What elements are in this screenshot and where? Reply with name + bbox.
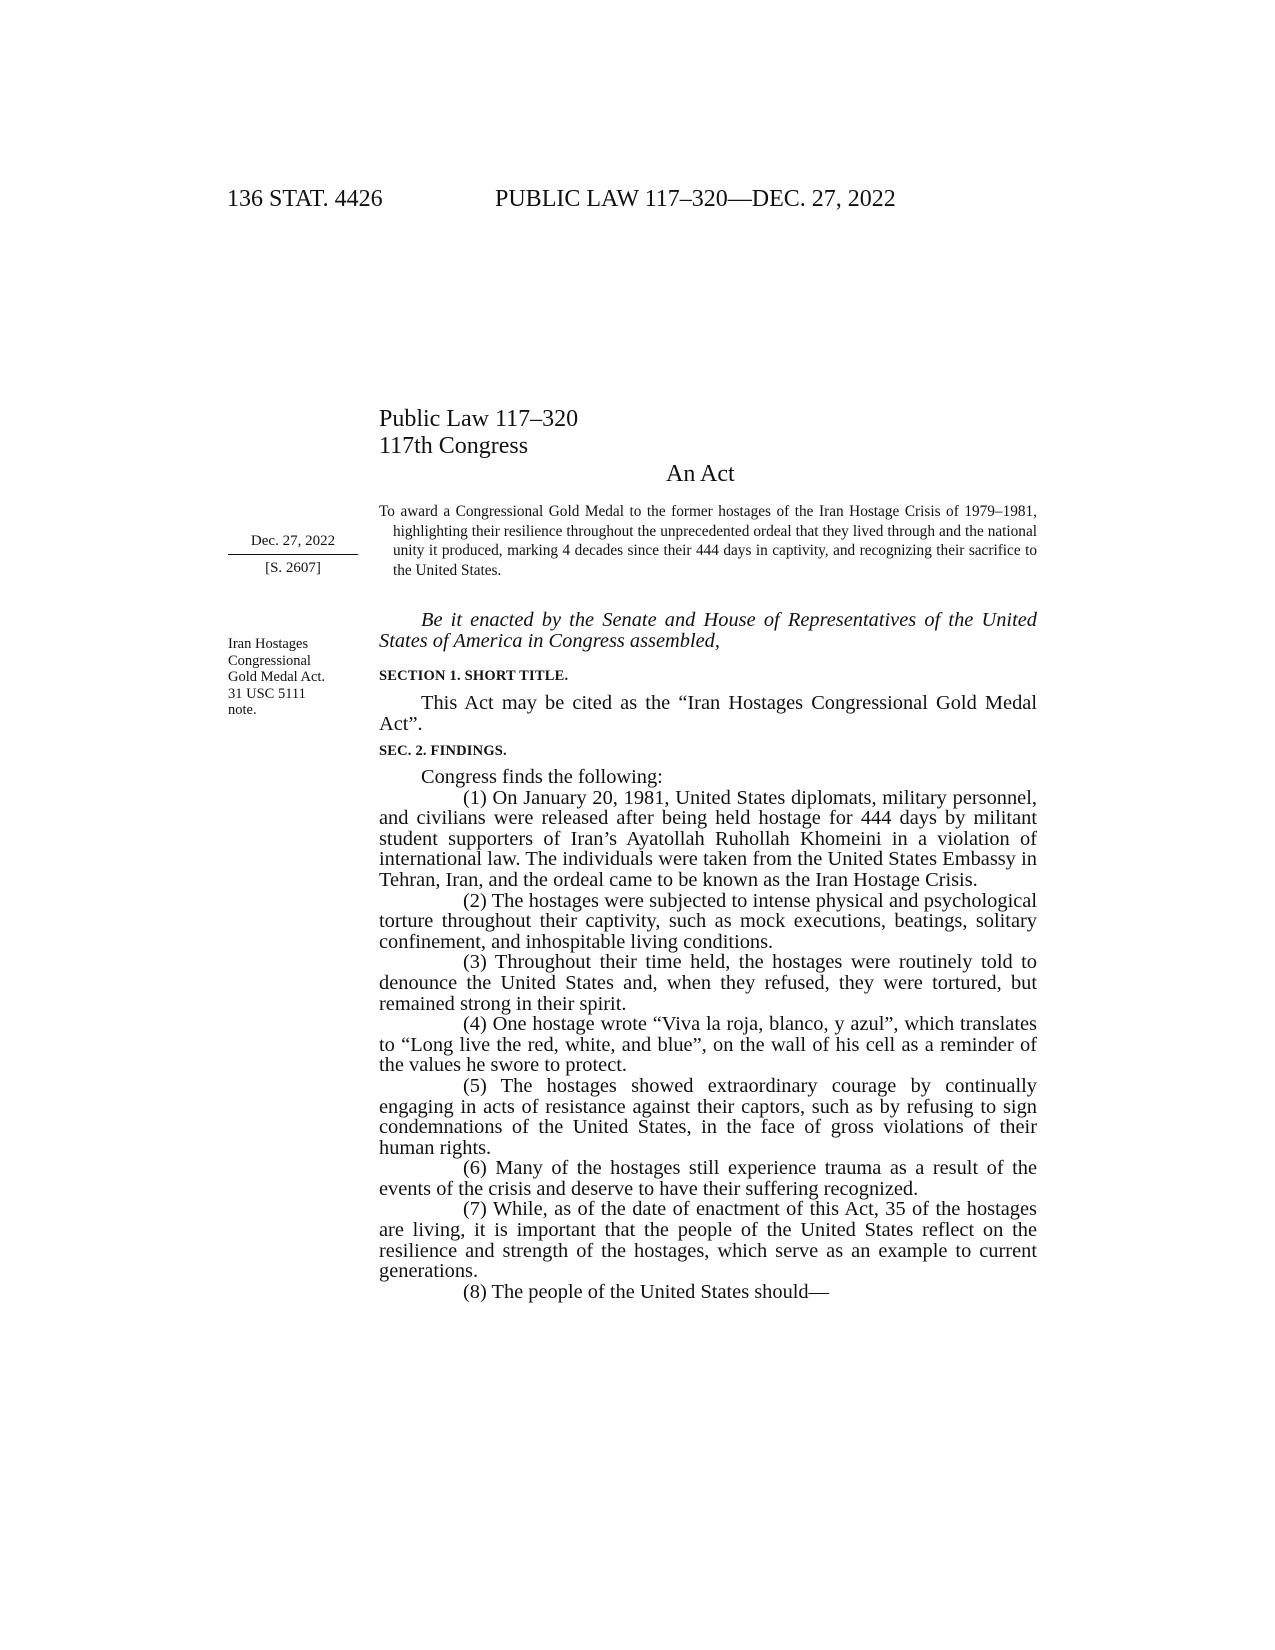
finding-paragraph: (4) One hostage wrote “Viva la roja, blanco, y azul”, which translates to “Long live the red, white, and blue”, on the wall of his cell as a reminder of the values he swore to protect. bbox=[379, 1013, 1037, 1077]
congress-number: 117th Congress bbox=[379, 433, 529, 459]
margin-note-line: Congressional bbox=[228, 652, 311, 669]
margin-short-title-note bbox=[228, 636, 358, 719]
margin-enactment-date bbox=[228, 531, 358, 577]
enacting-clause: Be it enacted by the Senate and House of Representatives of the United States of America in Congress assembled, bbox=[379, 609, 1037, 652]
act-heading: An Act bbox=[666, 461, 735, 487]
finding-paragraph: (3) Throughout their time held, the hostages were routinely told to denounce the United States and, when they refused, they were tortured, but remained strong in their spirit. bbox=[379, 951, 1037, 1015]
public-law-number: Public Law 117–320 bbox=[379, 406, 579, 432]
finding-paragraph: (7) While, as of the date of enactment of this Act, 35 of the hostages are living, it is important that the people of the United States reflect on the resilience and strength of the hostages, which serve as an example to current generations. bbox=[379, 1198, 1037, 1283]
running-head-law-date: PUBLIC LAW 117–320—DEC. 27, 2022 bbox=[495, 186, 896, 212]
finding-paragraph: (1) On January 20, 1981, United States diplomats, military personnel, and civilians were released after being held hostage for 444 days by militant student supporters of Iran’s Ayatollah Ruhollah Khomeini in a violation of international law. The individuals were taken from the United States Embassy in Tehran, Iran, and the ordeal came to be known as the Iran Hostage Crisis. bbox=[379, 786, 1037, 891]
margin-note-line: Iran Hostages bbox=[228, 636, 309, 652]
finding-paragraph: (6) Many of the hostages still experience trauma as a result of the events of the crisis and deserve to have their suffering recognized. bbox=[379, 1157, 1037, 1200]
section-2-heading: SEC. 2. FINDINGS. bbox=[379, 743, 507, 759]
margin-note-line: 31 USC 5111 bbox=[228, 685, 306, 702]
section-1-heading: SECTION 1. SHORT TITLE. bbox=[379, 668, 569, 684]
long-title: To award a Congressional Gold Medal to the former hostages of the Iran Hostage Crisis of 1979–1981, highlighting their resilience throughout the unprecedented ordeal that they lived through and the national unity it produced, marking 4 decades since their 444 days in captivity, and recognizing their sacrifice to the United States. bbox=[379, 503, 1037, 579]
findings-intro: Congress finds the following: bbox=[421, 766, 663, 788]
margin-note-line: Gold Medal Act. bbox=[228, 669, 326, 685]
finding-paragraph: (8) The people of the United States should— bbox=[463, 1280, 830, 1303]
margin-note-line: note. bbox=[228, 702, 257, 718]
finding-paragraph: (2) The hostages were subjected to intense physical and psychological torture throughout their captivity, such as mock executions, beatings, solitary confinement, and inhospitable living conditions. bbox=[379, 889, 1037, 953]
findings-body bbox=[379, 767, 1037, 1302]
section-1-text: This Act may be cited as the “Iran Hostages Congressional Gold Medal Act”. bbox=[379, 692, 1037, 735]
finding-paragraph: (5) The hostages showed extraordinary courage by continually engaging in acts of resistance against their captors, such as by refusing to sign condemnations of the United States, in the face of gross violations of their human rights. bbox=[379, 1074, 1037, 1159]
stat-citation: 136 STAT. 4426 bbox=[227, 186, 383, 212]
margin-date: Dec. 27, 2022 bbox=[228, 531, 358, 555]
margin-bill-number: [S. 2607] bbox=[265, 560, 321, 576]
